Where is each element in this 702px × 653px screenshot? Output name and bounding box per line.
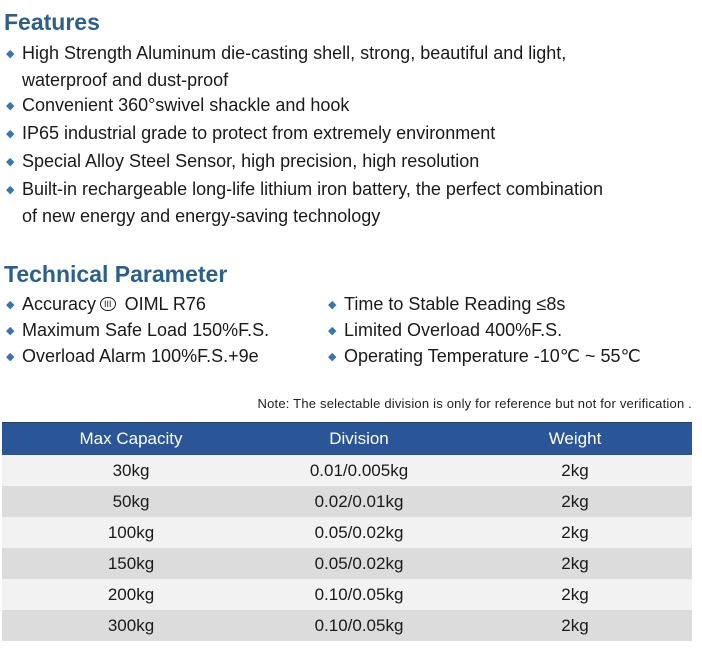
param-text: Operating Temperature -10℃ ~ 55℃ <box>344 346 641 366</box>
cell-capacity: 300kg <box>2 610 260 641</box>
table-row <box>2 548 692 579</box>
header-max-capacity: Max Capacity <box>2 423 260 456</box>
accuracy-class-badge: III <box>100 297 116 311</box>
param-text: Time to Stable Reading ≤8s <box>344 294 566 314</box>
param-overload-alarm <box>6 343 259 370</box>
cell-capacity: 150kg <box>2 548 260 579</box>
cell-division: 0.05/0.02kg <box>260 548 458 579</box>
param-text: Limited Overload 400%F.S. <box>344 320 563 340</box>
cell-weight: 2kg <box>458 610 692 641</box>
param-accuracy <box>6 291 206 318</box>
param-limited-overload <box>328 317 562 344</box>
param-operating-temperature <box>328 343 641 370</box>
cell-weight: 2kg <box>458 486 692 517</box>
param-value: OIML R76 <box>124 294 206 314</box>
division-note: Note: The selectable division is only for reference but not for verification . <box>257 396 692 411</box>
feature-text-cont: of new energy and energy-saving technology <box>22 206 381 226</box>
feature-text: Convenient 360°swivel shackle and hook <box>22 95 350 115</box>
table-row <box>2 455 692 486</box>
header-division: Division <box>260 423 458 456</box>
cell-weight: 2kg <box>458 517 692 548</box>
cell-division: 0.10/0.05kg <box>260 610 458 641</box>
cell-capacity: 30kg <box>2 455 260 486</box>
feature-item <box>6 120 696 147</box>
param-text: Overload Alarm 100%F.S.+9e <box>22 346 259 366</box>
cell-weight: 2kg <box>458 548 692 579</box>
capacity-table <box>2 422 692 641</box>
diamond-bullet-icon: ◆ <box>6 128 15 140</box>
cell-division: 0.02/0.01kg <box>260 486 458 517</box>
table-row <box>2 517 692 548</box>
technical-parameter-heading: Technical Parameter <box>4 261 228 287</box>
cell-capacity: 100kg <box>2 517 260 548</box>
feature-text-cont: waterproof and dust-proof <box>22 70 229 90</box>
feature-item <box>6 40 696 93</box>
diamond-bullet-icon: ◆ <box>6 184 15 196</box>
feature-text: IP65 industrial grade to protect from extremely environment <box>22 123 496 143</box>
diamond-bullet-icon: ◆ <box>6 100 15 112</box>
cell-capacity: 50kg <box>2 486 260 517</box>
param-label: Accuracy <box>22 294 97 314</box>
table-row <box>2 486 692 517</box>
diamond-bullet-icon: ◆ <box>6 325 15 337</box>
feature-item <box>6 176 696 229</box>
feature-item <box>6 148 696 175</box>
diamond-bullet-icon: ◆ <box>6 299 15 311</box>
cell-capacity: 200kg <box>2 579 260 610</box>
diamond-bullet-icon: ◆ <box>328 325 337 337</box>
cell-weight: 2kg <box>458 579 692 610</box>
diamond-bullet-icon: ◆ <box>328 351 337 363</box>
cell-weight: 2kg <box>458 455 692 486</box>
cell-division: 0.10/0.05kg <box>260 579 458 610</box>
table-header-row <box>2 423 692 456</box>
feature-text: Special Alloy Steel Sensor, high precision, high resolution <box>22 151 480 171</box>
feature-text: Built-in rechargeable long-life lithium iron battery, the perfect combination <box>22 179 603 199</box>
features-heading: Features <box>4 9 100 35</box>
diamond-bullet-icon: ◆ <box>6 48 15 60</box>
table-row <box>2 610 692 641</box>
cell-division: 0.05/0.02kg <box>260 517 458 548</box>
param-stable-reading <box>328 291 565 318</box>
param-max-safe-load <box>6 317 269 344</box>
table-row <box>2 579 692 610</box>
feature-text: High Strength Aluminum die-casting shell, strong, beautiful and light, <box>22 43 567 63</box>
diamond-bullet-icon: ◆ <box>6 156 15 168</box>
cell-division: 0.01/0.005kg <box>260 455 458 486</box>
diamond-bullet-icon: ◆ <box>6 351 15 363</box>
diamond-bullet-icon: ◆ <box>328 299 337 311</box>
param-text: Maximum Safe Load 150%F.S. <box>22 320 270 340</box>
header-weight: Weight <box>458 423 692 456</box>
feature-item <box>6 92 696 119</box>
